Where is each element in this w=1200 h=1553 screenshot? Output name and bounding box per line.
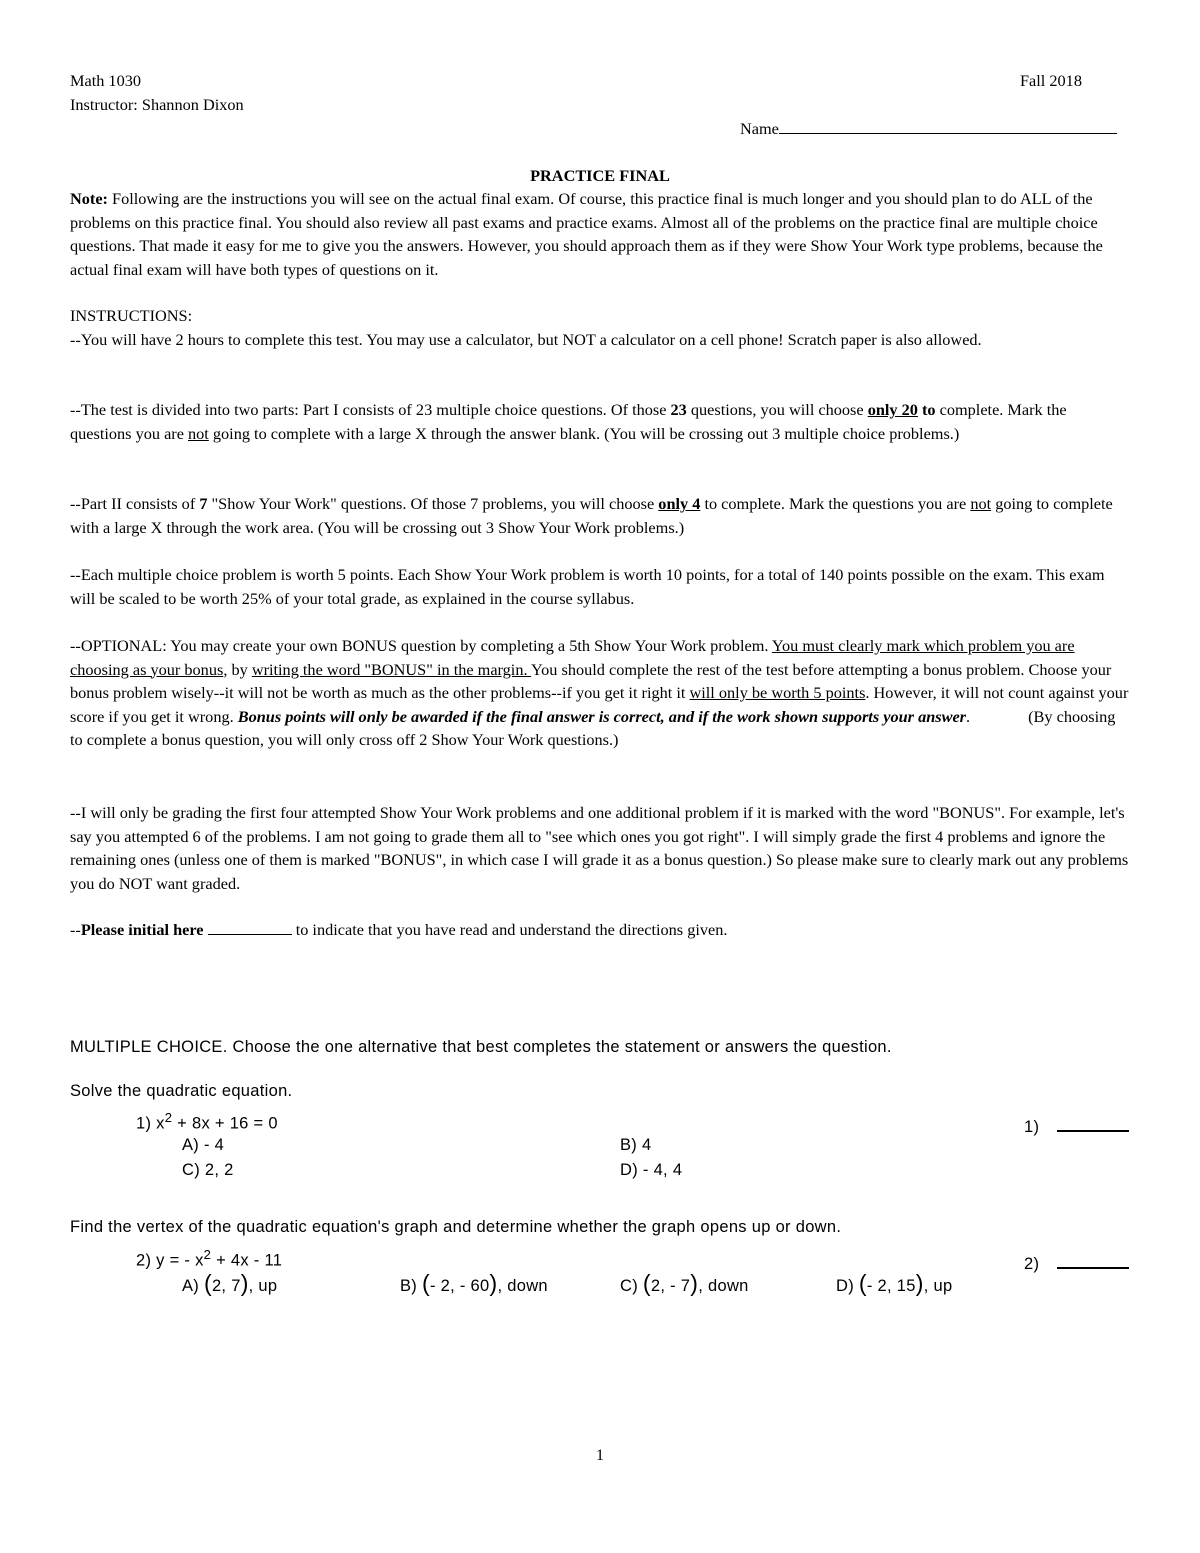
instruction-bonus [70,634,1132,752]
p3-g: not [970,494,992,513]
p5-c: , by [223,659,252,679]
instruction-initial [70,918,1132,942]
initial-blank [208,919,292,935]
p5-j: (By choosing to complete a bonus question, you will only cross off 2 Show Your Work questions.) [70,706,1116,749]
section-heading-2: Find the vertex of the quadratic equation's graph and determine whether the graph opens up or down. [70,1218,842,1236]
p2-h: going to complete with a large X through the answer blank. (You will be crossing out 3 multiple choice problems.) [208,423,960,443]
p2-d: only 20 [867,400,918,419]
p5-b: You must clearly mark which problem you are choosing as your bonus [70,636,1075,679]
question-2 [136,1247,282,1271]
q1-option-a[interactable]: A) - 4 [182,1136,225,1154]
p2-a: --The test is divided into two parts: Part I consists of 23 multiple choice questions. Of those [70,400,671,419]
q2-d-direction: , up [923,1277,953,1295]
q2-option-b[interactable]: B) (- 2, - 60), down [400,1270,548,1296]
p2-g: not [188,423,209,443]
q2-b-direction: , down [497,1277,548,1295]
name-line [779,116,1117,134]
q2-a-value: 2, 7 [211,1277,241,1295]
q2-option-c[interactable]: C) (2, - 7), down [620,1270,749,1296]
p3-d: only 4 [658,494,701,513]
instruction-time: --You will have 2 hours to complete this test. You may use a calculator, but NOT a calculator on a cell phone! Scratch paper is also allowed. [70,330,982,349]
instructions-heading: INSTRUCTIONS: [70,306,193,325]
note-text: Following are the instructions you will see on the actual final exam. Of course, this practice final is much longer and you should plan to do ALL of the problems on this practice final. You should also review all past exams and practice exams. Almost all of the problems on the practice final are multiple choice questions. That made it easy for me to give you the answers. However, you should approach them as if they were Show Your Work type problems, because the actual final exam will have both types of questions on it. [70,189,1103,279]
p2-e: to [917,400,936,419]
q2-c-direction: , down [698,1277,749,1295]
q2-answer-label: 2) [1024,1255,1040,1273]
q1-answer [1024,1112,1129,1137]
q2-c-value: 2, - 7 [650,1277,691,1295]
p2-f: complete. Mark the questions you are [70,400,1067,443]
p2-b: 23 [670,400,687,419]
q1-answer-blank[interactable] [1057,1112,1129,1132]
name-label: Name [740,119,779,138]
page-title: PRACTICE FINAL [530,166,670,185]
p5-d: writing the word "BONUS" in the margin. [251,659,532,679]
question-1 [136,1110,278,1134]
q1-option-d[interactable]: D) - 4, 4 [620,1161,683,1179]
q2-a-label: A) [182,1277,204,1295]
p5-i: . [966,706,971,726]
note-label: Note: [70,189,108,208]
p5-f: will only be worth 5 points [689,683,866,702]
q2-a-direction: , up [248,1277,278,1295]
q2-c-label: C) [620,1277,643,1295]
instructor-label: Instructor: Shannon Dixon [70,95,244,114]
name-field [740,116,1117,141]
q2-number: 2) [136,1251,152,1270]
q1-option-b[interactable]: B) 4 [620,1136,652,1154]
q2-answer [1024,1249,1129,1274]
p7-c: to indicate that you have read and understand the directions given. [291,920,728,939]
q1-exponent: 2 [164,1110,173,1125]
p7-b: Please initial here [80,920,204,939]
q2-answer-blank[interactable] [1057,1249,1129,1269]
p3-f: are [946,494,971,513]
mc-header: MULTIPLE CHOICE. Choose the one alternative that best completes the statement or answers the question. [70,1038,892,1056]
q2-exponent: 2 [203,1247,212,1262]
instruction-part2 [70,492,1132,539]
p3-a: --Part II consists of [70,494,200,513]
p5-e: You should complete the rest of the test before attempting a bonus problem. Choose your bonus problem wisely--it will not be worth as much as the other problems--if you get it right it [70,659,1112,702]
p7-a: -- [70,920,81,939]
q2-b-value: - 2, - 60 [429,1277,490,1295]
page-number: 1 [595,1445,605,1464]
p5-h: Bonus points will only be awarded if the final answer is correct, and if the work shown supports your answer [237,706,967,726]
q1-option-c[interactable]: C) 2, 2 [182,1161,234,1179]
course-label: Math 1030 [70,71,141,90]
p5-g: . However, it will not count against your score if you get it wrong. [70,683,1129,726]
q1-rest: + 8x + 16 = 0 [172,1114,278,1133]
instruction-points: --Each multiple choice problem is worth 5 points. Each Show Your Work problem is worth 10 points, for a total of 140 points possible on the exam. This exam will be scaled to be worth 25% of your total grade, as explained in the course syllabus. [70,565,1105,608]
p3-h: going to complete with a large X through the work area. (You will be crossing out 3 Show Your Work problems.) [70,494,1113,537]
instruction-part1 [70,398,1132,445]
q2-d-value: - 2, 15 [866,1277,916,1295]
q1-answer-label: 1) [1024,1118,1040,1136]
q2-b-label: B) [400,1277,422,1295]
q2-lhs: y = - x [156,1251,204,1270]
instruction-grading: --I will only be grading the first four attempted Show Your Work problems and one additional problem if it is marked with the word "BONUS". For example, let's say you attempted 6 of the problems. I am not going to grade them all to "see which ones you got right". I will simply grade the first 4 problems and ignore the remaining ones (unless one of them is marked "BONUS", in which case I will grade it as a bonus question.) So please make sure to clearly mark out any problems you do NOT want graded. [70,803,1129,893]
p2-c: questions, you will choose [686,400,868,419]
p3-e: to complete. Mark the questions you [700,494,947,513]
q2-option-d[interactable]: D) (- 2, 15), up [836,1270,953,1296]
q1-lhs: x [156,1114,165,1133]
p3-c: "Show Your Work" questions. Of those 7 problems, you will choose [207,494,659,513]
p5-a: --OPTIONAL: You may create your own BONUS question by completing a 5th Show Your Work problem. [70,636,772,655]
note-paragraph [70,187,1132,281]
q2-option-a[interactable]: A) (2, 7), up [182,1270,278,1296]
term-label: Fall 2018 [1020,71,1082,90]
p3-b: 7 [199,494,208,513]
q2-d-label: D) [836,1277,859,1295]
section-heading-1: Solve the quadratic equation. [70,1082,293,1100]
q1-number: 1) [136,1114,152,1133]
q2-rest: + 4x - 11 [211,1251,283,1270]
